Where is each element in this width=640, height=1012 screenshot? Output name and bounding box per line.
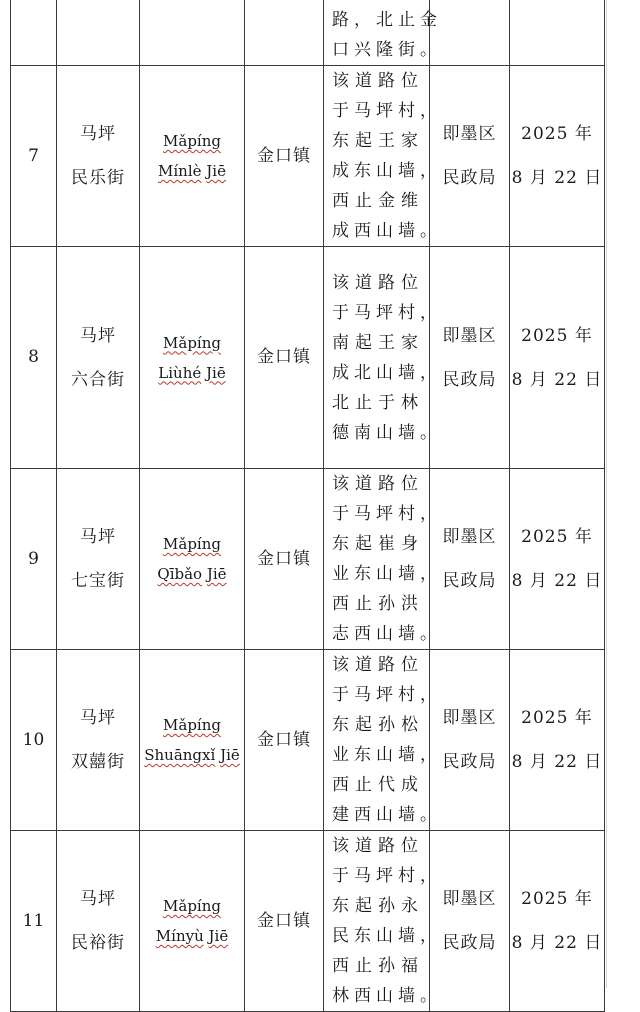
desc-line: 志西山墙。 — [332, 624, 442, 644]
desc-line: 业东山墙， — [332, 745, 442, 765]
org-line: 即墨区 — [442, 889, 497, 909]
table-row — [11, 650, 605, 831]
cell-no: 7 — [11, 66, 57, 247]
desc-line: 口兴隆街。 — [332, 40, 442, 60]
desc-line: 于马坪村， — [332, 101, 442, 121]
desc-line: 该道路位 — [332, 272, 423, 293]
date-line: 8 月 22 日 — [511, 571, 603, 591]
table-row — [11, 66, 605, 247]
org-line: 民政局 — [442, 933, 497, 953]
desc-line: 西止代成 — [332, 775, 423, 795]
cell-name — [57, 66, 140, 247]
desc-line: 西止孙福 — [332, 956, 423, 976]
desc-line: 该道路位 — [332, 655, 423, 675]
cell-pinyin — [140, 650, 245, 831]
name-line: 马坪 — [80, 527, 116, 547]
desc-line: 于马坪村， — [332, 685, 442, 705]
pinyin-bottom-b: Jiē — [206, 565, 227, 583]
date-line: 2025 年 — [521, 527, 593, 547]
table-row — [11, 247, 605, 469]
pinyin-bottom-a: Qībǎo — [157, 565, 203, 583]
desc-line: 业东山墙， — [332, 564, 442, 584]
desc-line: 成东山墙， — [332, 161, 442, 181]
desc-line: 东起王家 — [332, 131, 423, 151]
cell-town: 金口镇 — [245, 469, 324, 650]
desc-line: 于马坪村， — [332, 504, 442, 524]
cell-no: 8 — [11, 247, 57, 469]
name-line: 马坪 — [80, 124, 116, 144]
cell-org — [430, 650, 510, 831]
desc-line: 民东山墙， — [332, 926, 442, 946]
desc-line: 于马坪村， — [332, 302, 442, 323]
desc-line: 该道路位 — [332, 71, 423, 91]
cell-no: 10 — [11, 650, 57, 831]
cell-name — [57, 831, 140, 1012]
desc-line: 德南山墙。 — [332, 422, 442, 443]
name-line: 马坪 — [80, 325, 116, 346]
desc-line: 路，北止金 — [332, 10, 442, 30]
cell-date — [510, 831, 605, 1012]
org-line: 即墨区 — [442, 124, 497, 144]
desc-line: 东起崔身 — [332, 534, 423, 554]
cell-name — [57, 0, 140, 66]
date-line: 2025 年 — [521, 124, 593, 144]
desc-line: 东起孙松 — [332, 715, 423, 735]
page-margin — [606, 0, 640, 988]
cell-pinyin — [140, 469, 245, 650]
desc-line: 林西山墙。 — [332, 986, 442, 1006]
cell-org — [430, 831, 510, 1012]
cell-description — [324, 650, 442, 831]
cell-no: 9 — [11, 469, 57, 650]
org-line: 即墨区 — [442, 708, 497, 728]
cell-date — [510, 66, 605, 247]
cell-org — [430, 66, 510, 247]
org-line: 民政局 — [442, 571, 497, 591]
cell-name — [57, 247, 140, 469]
cell-date — [510, 650, 605, 831]
date-line: 8 月 22 日 — [511, 369, 603, 390]
pinyin-top: Mǎpíng — [163, 333, 221, 352]
pinyin-bottom-a: Shuāngxǐ — [144, 746, 216, 764]
table-row — [11, 831, 605, 1012]
pinyin-top: Mǎpíng — [163, 716, 221, 734]
org-line: 即墨区 — [442, 527, 497, 547]
date-line: 2025 年 — [521, 708, 593, 728]
cell-org — [430, 469, 510, 650]
name-line: 马坪 — [80, 889, 116, 909]
cell-description — [324, 0, 442, 66]
cell-description — [324, 247, 442, 469]
name-line: 七宝街 — [71, 571, 125, 591]
pinyin-bottom-a: Mínyù — [155, 927, 204, 945]
desc-line: 北止于林 — [332, 392, 423, 413]
cell-name — [57, 469, 140, 650]
cell-description — [324, 831, 442, 1012]
cell-name — [57, 650, 140, 831]
cell-town: 金口镇 — [245, 66, 324, 247]
date-line: 8 月 22 日 — [511, 168, 603, 188]
cell-description — [324, 66, 442, 247]
cell-date — [510, 0, 605, 66]
date-line: 2025 年 — [521, 889, 593, 909]
desc-line: 于马坪村， — [332, 866, 442, 886]
pinyin-top: Mǎpíng — [163, 132, 221, 150]
desc-line: 该道路位 — [332, 836, 423, 856]
desc-line: 东起孙永 — [332, 896, 423, 916]
name-line: 民裕街 — [71, 933, 125, 953]
cell-no: 11 — [11, 831, 57, 1012]
org-line: 民政局 — [442, 168, 497, 188]
org-line: 民政局 — [442, 369, 497, 390]
cell-pinyin — [140, 0, 245, 66]
org-line: 即墨区 — [442, 325, 497, 346]
cell-date — [510, 469, 605, 650]
name-line: 马坪 — [80, 708, 116, 728]
pinyin-top: Mǎpíng — [163, 897, 221, 915]
cell-town: 金口镇 — [245, 650, 324, 831]
name-line: 六合街 — [71, 369, 125, 390]
pinyin-bottom-a: Mínlè — [158, 162, 202, 180]
cell-pinyin — [140, 66, 245, 247]
pinyin-bottom-b: Jiē — [208, 927, 229, 945]
pinyin-bottom-b: Jiē — [206, 363, 226, 382]
cell-date — [510, 247, 605, 469]
name-line: 民乐街 — [71, 168, 125, 188]
pinyin-bottom-b: Jiē — [206, 162, 226, 180]
table-row-partial — [11, 0, 605, 66]
cell-pinyin — [140, 247, 245, 469]
cell-description — [324, 469, 442, 650]
desc-line: 南起王家 — [332, 332, 423, 353]
cell-pinyin — [140, 831, 245, 1012]
date-line: 2025 年 — [521, 325, 593, 346]
cell-town: 金口镇 — [245, 247, 324, 469]
cell-no — [11, 0, 57, 66]
desc-line: 建西山墙。 — [332, 805, 442, 825]
cell-town — [245, 0, 324, 66]
desc-line: 该道路位 — [332, 474, 423, 494]
pinyin-bottom-b: Jiē — [220, 746, 240, 764]
date-line: 8 月 22 日 — [511, 752, 603, 772]
street-name-table — [10, 0, 605, 1012]
org-line: 民政局 — [442, 752, 497, 772]
table-row — [11, 469, 605, 650]
cell-town: 金口镇 — [245, 831, 324, 1012]
name-line: 双囍街 — [71, 752, 125, 772]
pinyin-top: Mǎpíng — [163, 535, 221, 553]
desc-line: 成西山墙。 — [332, 221, 442, 241]
desc-line: 成北山墙， — [332, 362, 442, 383]
pinyin-bottom-a: Liùhé — [158, 363, 202, 382]
date-line: 8 月 22 日 — [511, 933, 603, 953]
desc-line: 西止金维 — [332, 191, 423, 211]
desc-line: 西止孙洪 — [332, 594, 423, 614]
